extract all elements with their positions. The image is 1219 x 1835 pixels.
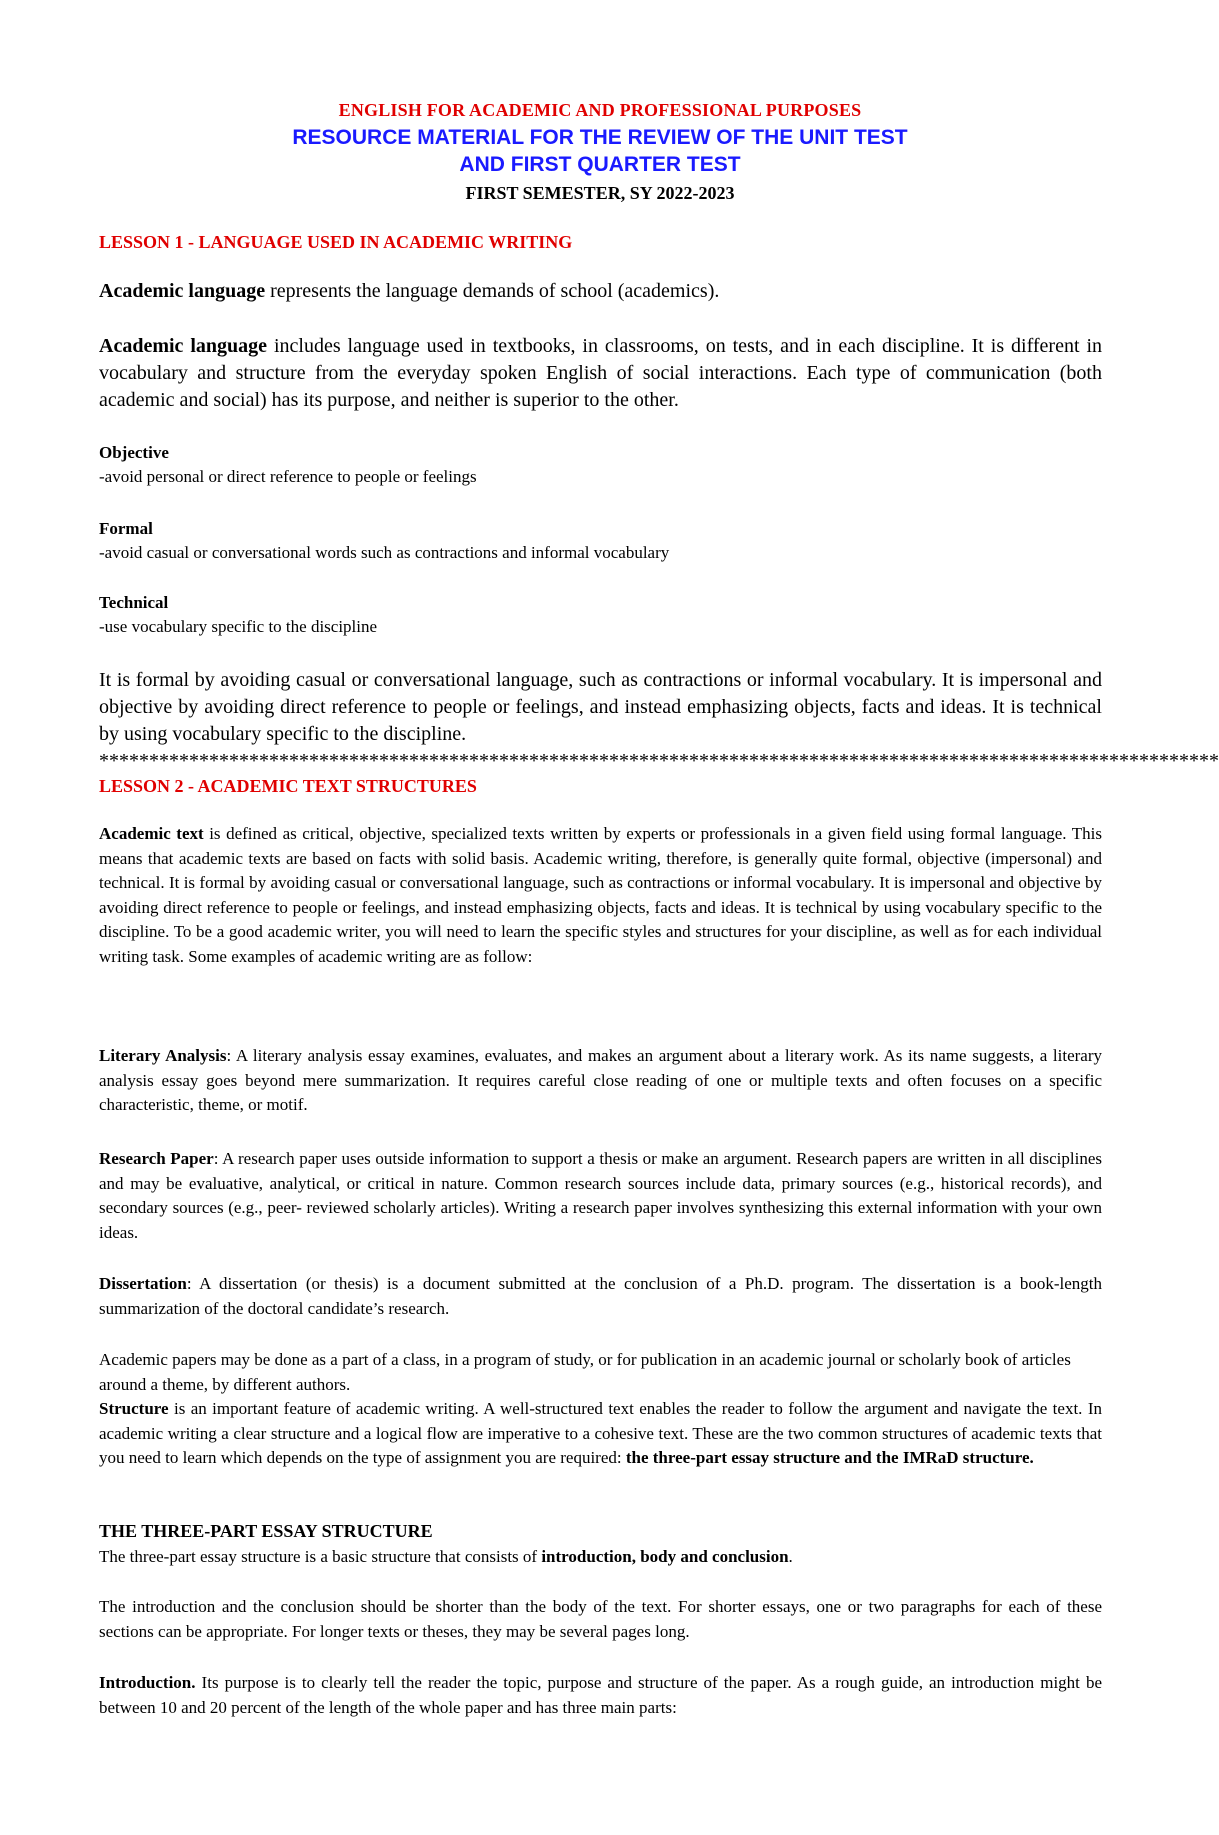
term-academic-language: Academic language [99, 280, 266, 302]
paragraph-text: includes language used in textbooks, in classrooms, on tests, and in each discipline. It is different in vocabulary and structure from the everyday spoken English of social interactions. Each type of communication (both academic and social) has its purpose, and neither is superior to the other. [99, 335, 1103, 411]
academic-papers-paragraph: Academic papers may be done as a part of a class, in a program of study, or for publication in an academic journal or scholarly book of articles around a theme, by different authors. [99, 1350, 1071, 1394]
structure-types: the three-part essay structure and the IMRaD structure. [625, 1448, 1034, 1467]
paragraph-text: : A research paper uses outside information to support a thesis or make an argument. Research papers are written in all disciplines and may be evaluative, analytical, or critical in nature. Common research sources include data, primary sources (e.g., historical records), and secondary sources (e.g., peer- reviewed scholarly articles). Writing a research paper involves synthesizing this external information with your own ideas. [99, 1149, 1103, 1242]
paragraph-text: is defined as critical, objective, specialized texts written by experts or professionals in a given field using formal language. This means that academic texts are based on facts with solid basis. Academic writing, therefore, is generally quite formal, objective (impersonal) and technical. It is formal by avoiding casual or conversational language, such as contractions or informal vocabulary. It is impersonal and objective by avoiding direct reference to people or feelings, and instead emphasizing objects, facts and ideas. It is technical by using vocabulary specific to the discipline. To be a good academic writer, you will need to learn the specific styles and structures for your discipline, as well as for each individual writing task. Some examples of academic writing are as follow: [99, 824, 1103, 966]
course-title: ENGLISH FOR ACADEMIC AND PROFESSIONAL PURPOSES [338, 100, 862, 120]
three-part-paragraph [99, 1545, 1102, 1570]
material-title-line2: AND FIRST QUARTER TEST [459, 153, 741, 176]
term-dissertation: Dissertation [99, 1274, 187, 1293]
term-introduction: Introduction. [99, 1673, 196, 1692]
paragraph-text: The three-part essay structure is a basic structure that consists of [99, 1547, 542, 1566]
lesson2-heading: LESSON 2 - ACADEMIC TEXT STRUCTURES [99, 776, 477, 796]
introduction-paragraph [99, 1671, 1102, 1720]
academic-text-definition [99, 822, 1102, 969]
term-structure: Structure [99, 1399, 169, 1418]
material-title-line1: RESOURCE MATERIAL FOR THE REVIEW OF THE UNIT TEST [292, 126, 908, 149]
paragraph-text: : A literary analysis essay examines, evaluates, and makes an argument about a literary work. As its name suggests, a literary analysis essay goes beyond mere summarization. It requires careful close reading of one or multiple texts and often focuses on a specific characteristic, theme, or motif. [99, 1046, 1102, 1114]
term-academic-text: Academic text [99, 824, 204, 843]
feature-term-formal: Formal [99, 519, 153, 538]
feature-desc-formal: -avoid casual or conversational words such as contractions and informal vocabulary [99, 543, 670, 562]
lesson1-paragraph-1 [99, 278, 1102, 305]
paragraph-text: : A dissertation (or thesis) is a document submitted at the conclusion of a Ph.D. program. The dissertation is a book-length summarization of the doctoral candidate’s research. [99, 1274, 1102, 1318]
semester-label: FIRST SEMESTER, SY 2022-2023 [465, 183, 735, 203]
lesson1-heading: LESSON 1 - LANGUAGE USED IN ACADEMIC WRITING [99, 232, 573, 252]
term-research-paper: Research Paper [99, 1149, 214, 1168]
paragraph-text: . [788, 1547, 793, 1566]
section-length-paragraph: The introduction and the conclusion should be shorter than the body of the text. For shorter essays, one or two paragraphs for each of these sections can be appropriate. For longer texts or theses, they may be several pages long. [99, 1597, 1102, 1641]
dissertation-paragraph [99, 1272, 1102, 1321]
structure-paragraph [99, 1397, 1102, 1471]
section-separator: **************************************************************************************************************** [99, 750, 1219, 772]
feature-desc-objective: -avoid personal or direct reference to people or feelings [99, 467, 477, 486]
feature-term-technical: Technical [99, 593, 169, 612]
paragraph-text: represents the language demands of school (academics). [265, 280, 720, 302]
term-academic-language: Academic language [99, 335, 268, 357]
paragraph-text: is an important feature of academic writing. A well-structured text enables the reader to follow the argument and navigate the text. In academic writing a clear structure and a logical flow are imperative to a cohesive text. These are the two common structures of academic texts that you need to learn which depends on the type of assignment you are required: [99, 1399, 1102, 1467]
three-part-components: introduction, body and conclusion [541, 1547, 789, 1566]
term-literary-analysis: Literary Analysis [99, 1046, 227, 1065]
lesson1-paragraph-2 [99, 333, 1102, 414]
research-paper-paragraph [99, 1147, 1102, 1245]
lesson1-summary: It is formal by avoiding casual or conversational language, such as contractions or informal vocabulary. It is impersonal and objective by avoiding direct reference to people or feelings, and instead emphasizing objects, facts and ideas. It is technical by using vocabulary specific to the discipline. [99, 669, 1102, 745]
paragraph-text: Its purpose is to clearly tell the reader the topic, purpose and structure of the paper. As a rough guide, an introduction might be between 10 and 20 percent of the length of the whole paper and has three main parts: [99, 1673, 1102, 1717]
feature-term-objective: Objective [99, 443, 169, 462]
literary-analysis-paragraph [99, 1044, 1102, 1118]
feature-desc-technical: -use vocabulary specific to the discipline [99, 617, 378, 636]
three-part-heading: THE THREE-PART ESSAY STRUCTURE [99, 1521, 433, 1541]
